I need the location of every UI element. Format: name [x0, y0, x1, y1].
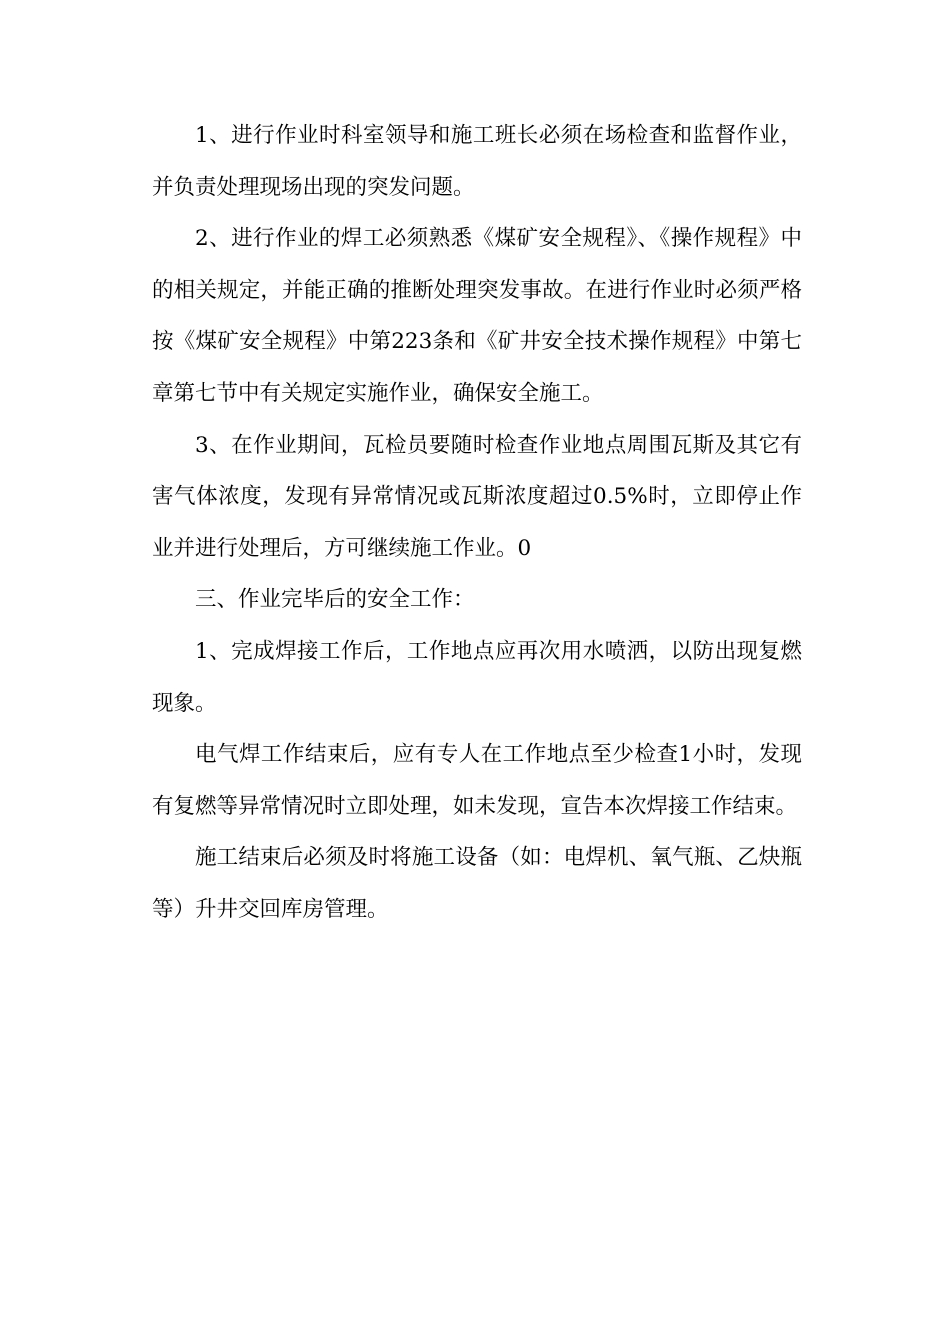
paragraph-supervision: 1、进行作业时科室领导和施工班长必须在场检查和监督作业，并负责处理现场出现的突发问题。 [152, 123, 802, 200]
paragraph-water-spray: 1、完成焊接工作后，工作地点应再次用水喷洒，以防出现复燃现象。 [152, 638, 802, 716]
paragraph-welder-regulations: 2、进行作业的焊工必须熟悉《煤矿安全规程》、《操作规程》中的相关规定，并能正确的推断处理突发事故。在进行作业时必须严格按《煤矿安全规程》中第223条和《矿井安全技术操作规程》中第七章第七节中有关规定实施作业，确保安全施工。 [152, 226, 802, 406]
paragraph-gas-inspection: 3、在作业期间，瓦检员要随时检查作业地点周围瓦斯及其它有害气体浓度，发现有异常情况或瓦斯浓度超过0.5%时，立即停止作业并进行处理后，方可继续施工作业。0 [152, 432, 802, 561]
paragraph-equipment-return: 施工结束后必须及时将施工设备（如：电焊机、氧气瓶、乙炔瓶等）升井交回库房管理。 [152, 845, 802, 922]
paragraph-post-weld-check: 电气焊工作结束后，应有专人在工作地点至少检查1小时，发现有复燃等异常情况时立即处理，如未发现，宣告本次焊接工作结束。 [152, 742, 802, 819]
section-heading-post-work-safety: 三、作业完毕后的安全工作： [195, 587, 475, 613]
document-body [152, 110, 802, 936]
